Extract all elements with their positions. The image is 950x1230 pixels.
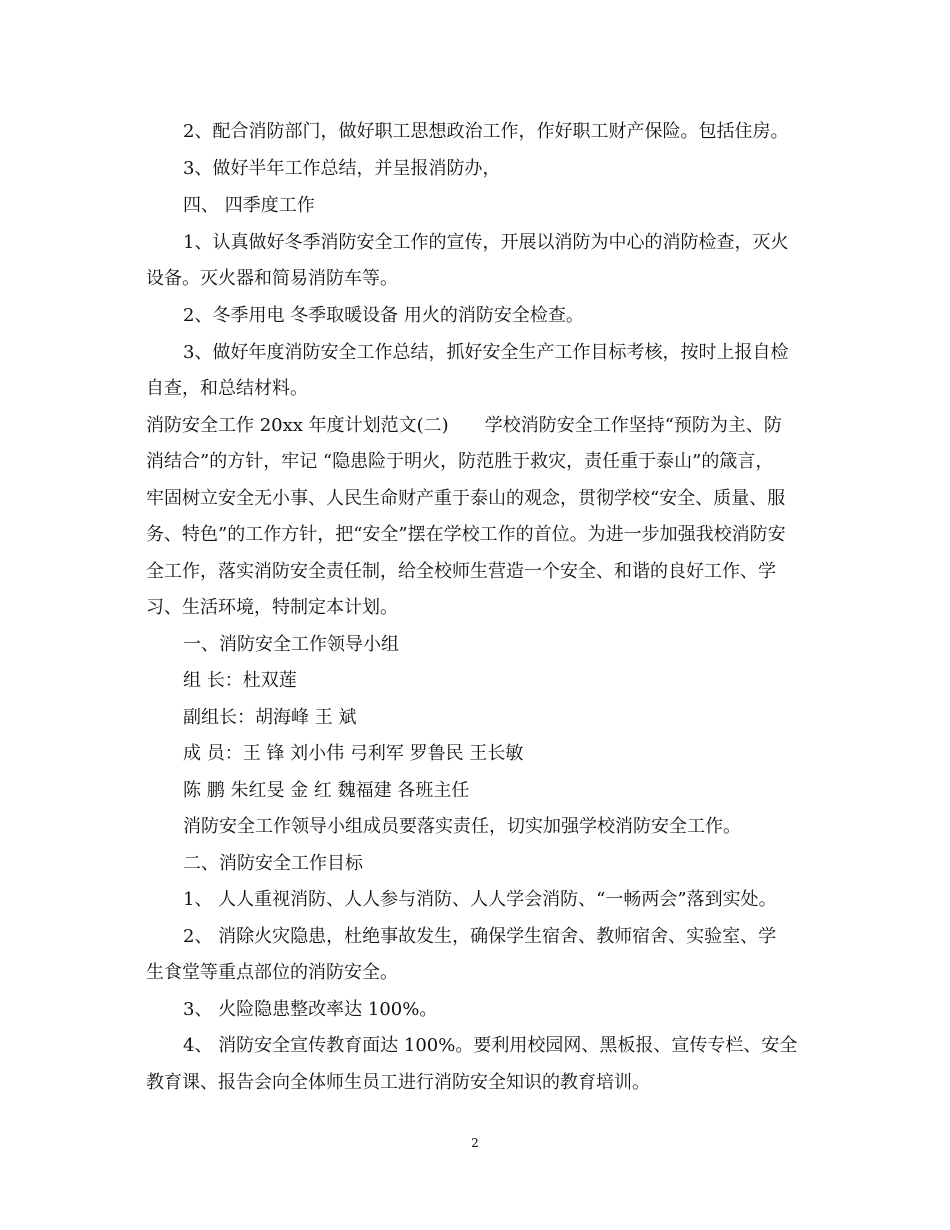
text-line: 务、特色”的工作方针，把“安全”摆在学校工作的首位。为进一步加强我校消防安 [146, 524, 786, 545]
text-line: 陈 鹏 朱红旻 金 红 魏福建 各班主任 [183, 780, 470, 801]
text-line: 设备。灭火器和简易消防车等。 [146, 268, 398, 289]
text-line: 4、 消防安全宣传教育面达 100%。要利用校园网、黑板报、宣传专栏、安全 [183, 1035, 798, 1056]
text-line: 3、 火险隐患整改率达 100%。 [183, 999, 438, 1020]
text-line: 教育课、报告会向全体师生员工进行消防安全知识的教育培训。 [146, 1072, 650, 1093]
text-line: 组 长：杜双莲 [183, 670, 297, 691]
text-line: 消防安全工作领导小组成员要落实责任，切实加强学校消防安全工作。 [183, 816, 741, 837]
text-line: 3、做好半年工作总结，并呈报消防办， [183, 158, 501, 179]
text-line: 牢固树立安全无小事、人民生命财产重于泰山的观念，贯彻学校“安全、质量、服 [146, 488, 786, 509]
text-line: 全工作，落实消防安全责任制，给全校师生营造一个安全、和谐的良好工作、学 [146, 561, 776, 582]
text-line: 成 员：王 锋 刘小伟 弓利军 罗鲁民 王长敏 [183, 743, 524, 764]
section-heading: 一、消防安全工作领导小组 [183, 634, 399, 655]
section-heading: 二、消防安全工作目标 [183, 853, 363, 874]
text-line: 自查，和总结材料。 [146, 378, 308, 399]
text-line: 消防安全工作 20xx 年度计划范文(二) 学校消防安全工作坚持“预防为主、防 [146, 415, 782, 436]
text-line: 2、配合消防部门，做好职工思想政治工作，作好职工财产保险。包括住房。 [183, 121, 789, 142]
text-line: 习、生活环境，特制定本计划。 [146, 597, 398, 618]
text-line: 3、做好年度消防安全工作总结，抓好安全生产工作目标考核，按时上报自检 [183, 342, 789, 363]
text-line: 生食堂等重点部位的消防安全。 [146, 962, 398, 983]
text-line: 1、认真做好冬季消防安全工作的宣传，开展以消防为中心的消防检查，灭火 [183, 232, 789, 253]
text-line: 消结合”的方针，牢记 “隐患险于明火，防范胜于救灾，责任重于泰山”的箴言， [146, 451, 774, 472]
text-line: 1、 人人重视消防、人人参与消防、人人学会消防、“一畅两会”落到实处。 [183, 889, 777, 910]
text-line: 2、冬季用电 冬季取暖设备 用火的消防安全检查。 [183, 305, 584, 326]
section-heading: 四、 四季度工作 [183, 195, 315, 216]
text-line: 副组长：胡海峰 王 斌 [183, 707, 357, 728]
page-number: 2 [471, 1136, 479, 1150]
text-line: 2、 消除火灾隐患，杜绝事故发生，确保学生宿舍、教师宿舍、实验室、学 [183, 926, 777, 947]
